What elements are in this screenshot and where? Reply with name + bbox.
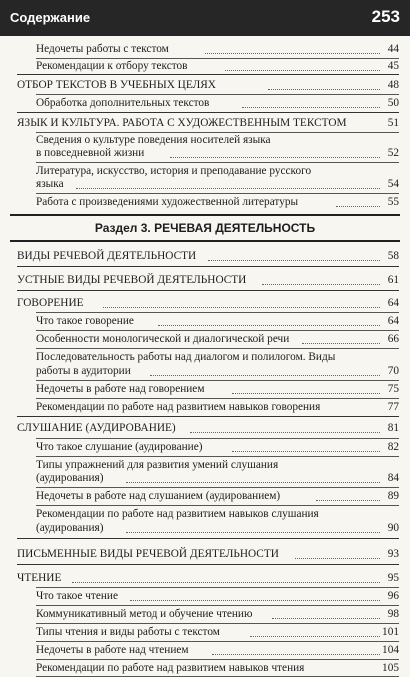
running-title: Содержание (10, 10, 91, 25)
page-header (0, 0, 410, 36)
page-number: 253 (371, 7, 400, 26)
section-heading: Раздел 3. РЕЧЕВАЯ ДЕЯТЕЛЬНОСТЬ (94, 221, 316, 235)
